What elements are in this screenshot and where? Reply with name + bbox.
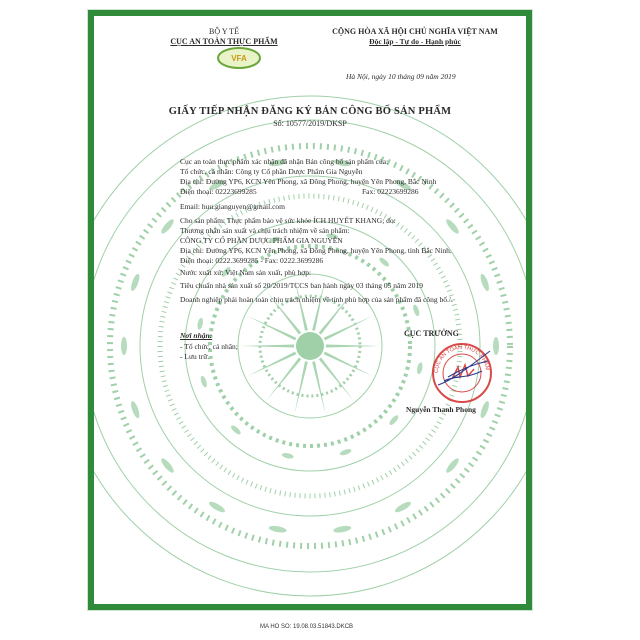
department-name: CỤC AN TOÀN THỰC PHẨM <box>170 37 278 46</box>
body-line-2: Tổ chức, cá nhân: Công ty Cổ phần Dược Phẩm Gia Nguyễn <box>180 167 363 176</box>
certificate-sheet <box>88 10 532 610</box>
recipient-item: - Tổ chức, cá nhân; <box>180 342 238 351</box>
recipients-label: Nơi nhận: <box>180 331 213 340</box>
signer-name: Nguyễn Thanh Phong <box>406 405 476 414</box>
body-line-11: Nước xuất xứ: Việt Nam sản xuất, phù hợp: <box>180 268 312 277</box>
document-title: GIẤY TIẾP NHẬN ĐĂNG KÝ BẢN CÔNG BỐ SẢN PHẨM <box>168 106 452 117</box>
body-line-7: Thương nhân sản xuất và chịu trách nhiệm về sản phẩm: <box>180 226 350 235</box>
country-name: CỘNG HÒA XÃ HỘI CHỦ NGHĨA VIỆT NAM <box>332 27 498 36</box>
body-line-8: CÔNG TY CỔ PHẦN DƯỢC PHẨM GIA NGUYỄN <box>180 236 343 245</box>
ministry-header <box>154 27 294 47</box>
director-title: CỤC TRƯỞNG <box>404 329 459 338</box>
issue-date: Hà Nội, ngày 10 tháng 09 năm 2019 <box>346 72 456 81</box>
country-header <box>310 27 520 47</box>
body-line-10: Điện thoại: 0222.3699285 - Fax: 0222.3699286 <box>180 256 324 265</box>
recipient-item: - Lưu trữ. <box>180 352 210 361</box>
body-fax: Fax: 02223699286 <box>362 187 419 196</box>
body-line-3: Địa chỉ: Đường YP6, KCN Yên Phong, xã Đông Phong, huyện Yên Phong, Bắc Ninh <box>180 177 437 186</box>
body-line-12: Tiêu chuẩn nhà sản xuất số 20/2019/TCCS ban hành ngày 03 tháng 05 năm 2019 <box>180 281 424 290</box>
ministry-name: BỘ Y TẾ <box>209 27 239 36</box>
logo-text: VFA <box>231 54 247 63</box>
body-line-9: Địa chỉ: Đường YP6, KCN Yên Phong, xã Đông Phong, huyện Yên Phong, tỉnh Bắc Ninh. <box>180 246 452 255</box>
body-line-4: Điện thoại: 02223699285 <box>180 187 257 196</box>
motto: Độc lập - Tự do - Hạnh phúc <box>369 37 461 46</box>
document-number: Số: 10577/2019/DKSP <box>273 119 347 128</box>
body-line-6: Cho sản phẩm: Thực phẩm bảo vệ sức khỏe ÍCH HUYẾT KHANG; do: <box>180 216 396 225</box>
official-stamp <box>430 341 494 405</box>
body-line-1: Cục an toàn thực phẩm xác nhận đã nhận Bản công bố sản phẩm của: <box>180 157 389 166</box>
stamp-text: CỤC AN TOÀN THỰC PHẨM <box>433 344 490 374</box>
footer-record-code: MA HO SO: 19.08.03.51843.DKCB <box>260 624 354 630</box>
body-line-5: Email: huu.gianguyen@gmail.com <box>180 202 286 211</box>
body-line-13: Doanh nghiệp phải hoàn toàn chịu trách nhiệm về tính phù hợp của sản phẩm đã công bố./. <box>180 295 453 304</box>
vfa-logo <box>216 46 262 70</box>
